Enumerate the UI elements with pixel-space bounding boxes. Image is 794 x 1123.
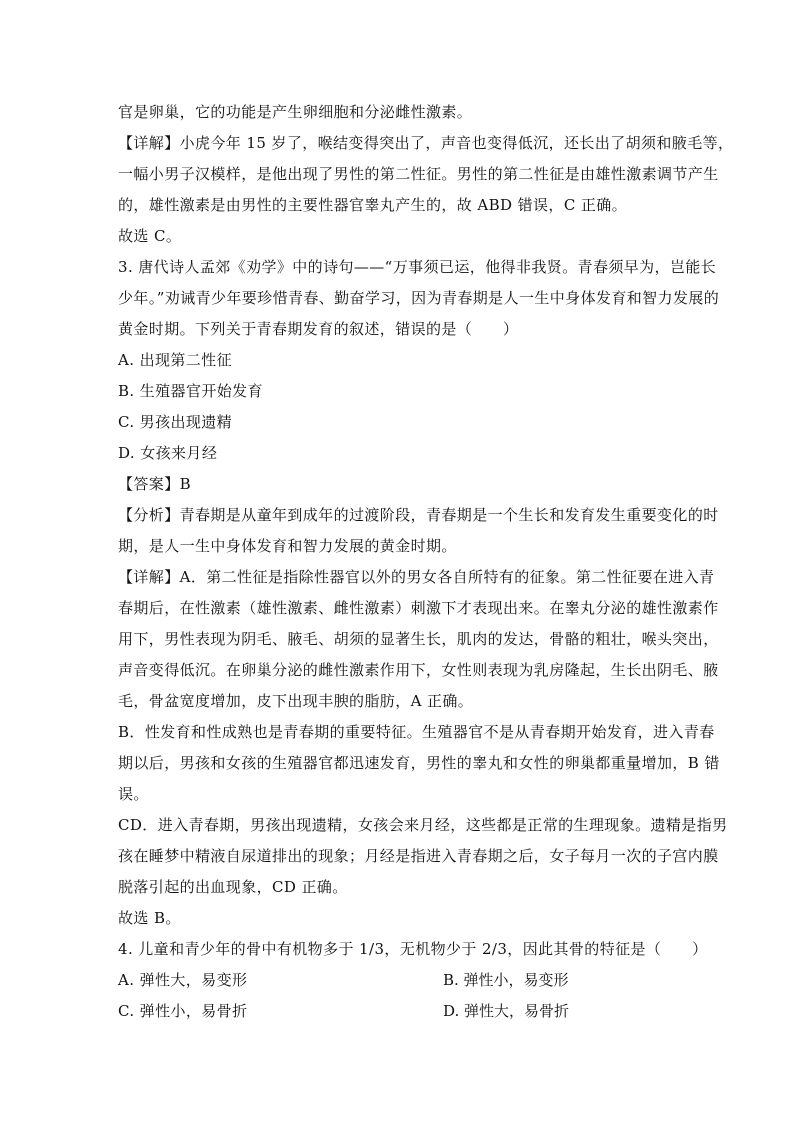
text-line: 故选 B。 xyxy=(118,909,181,927)
explanation-line: 误。 xyxy=(118,785,149,803)
answer-line: 【答案】B xyxy=(118,475,192,493)
section-tag: 【答案】 xyxy=(118,475,180,493)
q4-option-c: C. 弹性小，易骨折 xyxy=(118,1002,248,1020)
option-c: C. 男孩出现遗精 xyxy=(118,413,233,431)
question-stem: 少年。”劝诫青少年要珍惜青春、勤奋学习，因为青春期是人一生中身体发育和智力发展的 xyxy=(118,289,720,307)
text-line: 官是卵巢，它的功能是产生卵细胞和分泌雌性激素。 xyxy=(118,103,473,121)
explanation-line: 期以后，男孩和女孩的生殖器官都迅速发育，男性的睾丸和女性的卵巢都重量增加，B 错 xyxy=(118,754,720,772)
q4-option-d: D. 弹性大，易骨折 xyxy=(443,1002,570,1020)
option-a: A. 出现第二性征 xyxy=(118,351,232,369)
q4-option-b: B. 弹性小，易变形 xyxy=(443,971,569,989)
text-line: 【详解】小虎今年 15 岁了，喉结变得突出了，声音也变得低沉，还长出了胡须和腋毛等， xyxy=(118,134,734,152)
explanation-line: B．性发育和性成熟也是青春期的重要特征。生殖器官不是从青春期开始发育，进入青春 xyxy=(118,723,715,741)
option-d: D. 女孩来月经 xyxy=(118,444,218,462)
section-tag: 【详解】 xyxy=(118,568,180,586)
explanation-line: 用下，男性表现为阴毛、腋毛、胡须的显著生长，肌肉的发达，骨骼的粗壮，喉头突出， xyxy=(118,630,719,648)
option-b: B. 生殖器官开始发育 xyxy=(118,382,263,400)
q4-option-a: A. 弹性大，易变形 xyxy=(118,971,248,989)
explanation-line: 春期后，在性激素（雄性激素、雌性激素）刺激下才表现出来。在睾丸分泌的雄性激素作 xyxy=(118,599,719,617)
explanation-line: 毛，骨盆宽度增加，皮下出现丰腴的脂肪，A 正确。 xyxy=(118,692,474,710)
question-stem: 3. 唐代诗人孟郊《劝学》中的诗句——“万事须已运，他得非我贤。青春须早为，岂能长 xyxy=(118,258,717,276)
text-line: 故选 C。 xyxy=(118,227,182,245)
explanation-line: CD．进入青春期，男孩出现遗精，女孩会来月经，这些都是正常的生理现象。遗精是指男 xyxy=(118,816,728,834)
question-stem: 4. 儿童和青少年的骨中有机物多于 1/3，无机物少于 2/3，因此其骨的特征是（ ） xyxy=(118,940,708,958)
explanation-line: 【详解】A．第二性征是指除性器官以外的男女各自所特有的征象。第二性征要在进入青 xyxy=(118,568,715,586)
section-tag: 【分析】 xyxy=(118,506,180,524)
question-stem: 黄金时期。下列关于青春期发育的叙述，错误的是（ ） xyxy=(118,320,519,338)
section-tag: 【详解】 xyxy=(118,134,180,152)
text-line: 的，雄性激素是由男性的主要性器官睾丸产生的，故 ABD 错误，C 正确。 xyxy=(118,196,628,214)
explanation-line: 声音变得低沉。在卵巢分泌的雌性激素作用下，女性则表现为乳房隆起，生长出阴毛、腋 xyxy=(118,661,719,679)
analysis-line: 期，是人一生中身体发育和智力发展的黄金时期。 xyxy=(118,537,457,555)
explanation-line: 孩在睡梦中精液自尿道排出的现象；月经是指进入青春期之后，女子每月一次的子宫内膜 xyxy=(118,847,719,865)
explanation-line: 脱落引起的出血现象，CD 正确。 xyxy=(118,878,348,896)
analysis-line: 【分析】青春期是从童年到成年的过渡阶段，青春期是一个生长和发育发生重要变化的时 xyxy=(118,506,719,524)
text-line: 一幅小男子汉模样，是他出现了男性的第二性征。男性的第二性征是由雄性激素调节产生 xyxy=(118,165,719,183)
